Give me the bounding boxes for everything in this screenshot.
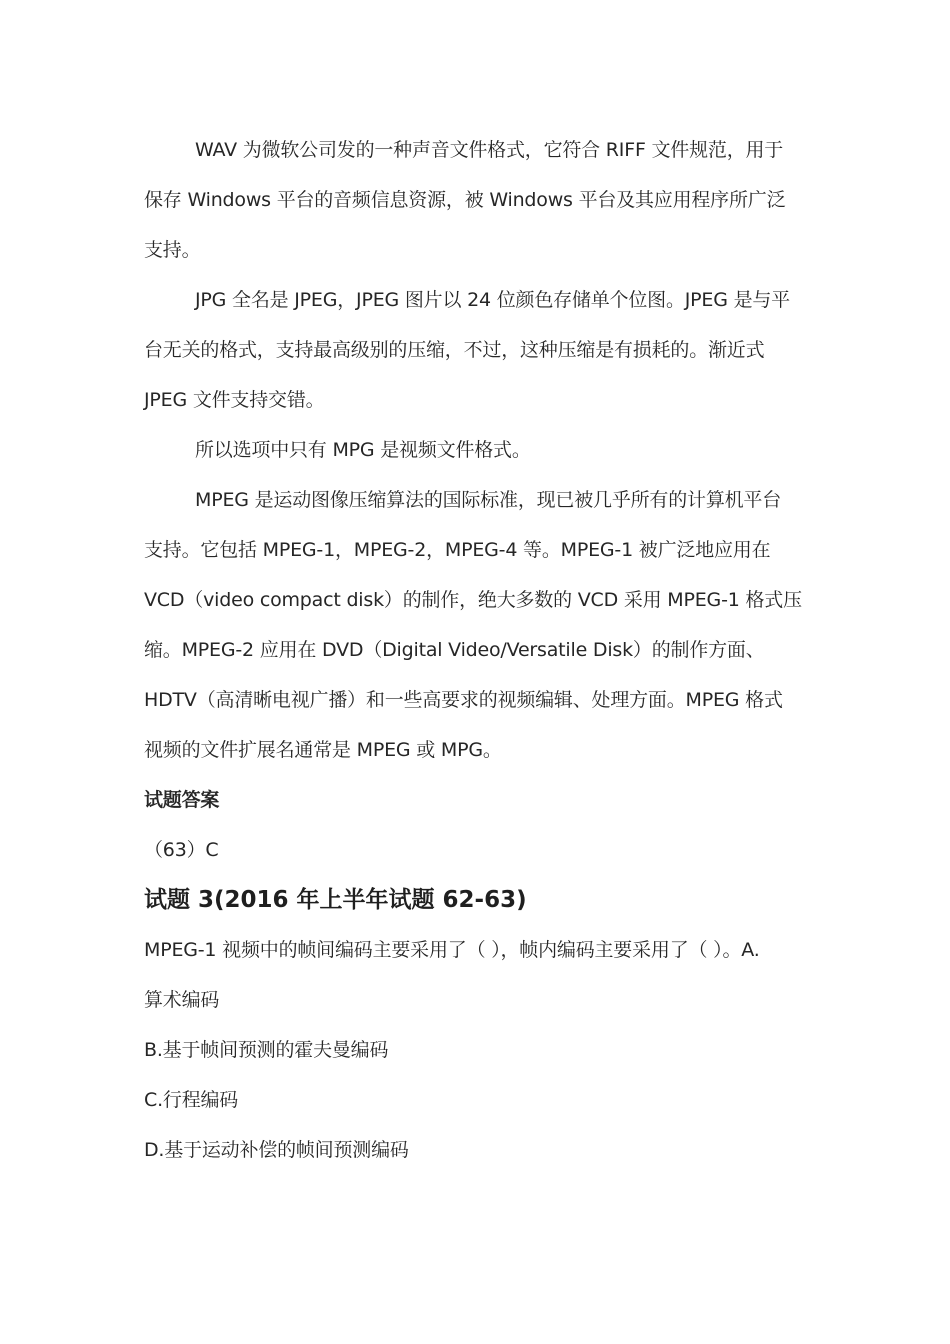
text-line: 台无关的格式，支持最高级别的压缩，不过，这种压缩是有损耗的。渐近式 [144, 339, 765, 361]
text-line: 视频的文件扩展名通常是 MPEG 或 MPG。 [144, 739, 502, 761]
question-line: MPEG-1 视频中的帧间编码主要采用了（ ），帧内编码主要采用了（ ）。A. [144, 939, 760, 961]
question-line: 算术编码 [144, 989, 220, 1011]
text-line: MPEG 是运动图像压缩算法的国际标准，现已被几乎所有的计算机平台 [195, 489, 782, 511]
paragraph-jpg [144, 275, 804, 425]
text-line: JPG 全名是 JPEG，JPEG 图片以 24 位颜色存储单个位图。JPEG 是与平 [195, 289, 790, 311]
text-line: 保存 Windows 平台的音频信息资源，被 Windows 平台及其应用程序所广泛 [144, 189, 786, 211]
document-content [144, 125, 804, 1175]
option-c: C.行程编码 [144, 1089, 239, 1111]
paragraph-conclusion [144, 425, 804, 475]
question-heading: 试题 3(2016 年上半年试题 62-63) [144, 887, 527, 913]
text-line: JPEG 文件支持交错。 [144, 389, 325, 411]
text-line: 支持。 [144, 239, 201, 261]
text-line: 缩。MPEG-2 应用在 DVD（Digital Video/Versatile Disk）的制作方面、 [144, 639, 765, 661]
text-line: 支持。它包括 MPEG-1，MPEG-2，MPEG-4 等。MPEG-1 被广泛地应用在 [144, 539, 771, 561]
paragraph-wav [144, 125, 804, 275]
question-body [144, 925, 804, 1025]
answer-options [144, 1025, 804, 1175]
option-d: D.基于运动补偿的帧间预测编码 [144, 1139, 409, 1161]
answer-label: 试题答案 [144, 789, 220, 811]
text-line: VCD（video compact disk）的制作，绝大多数的 VCD 采用 MPEG-1 格式压 [144, 589, 802, 611]
text-line: WAV 为微软公司发的一种声音文件格式，它符合 RIFF 文件规范，用于 [195, 139, 784, 161]
paragraph-mpeg [144, 475, 804, 775]
option-b: B.基于帧间预测的霍夫曼编码 [144, 1039, 389, 1061]
answer-value: （63）C [144, 839, 219, 861]
text-line: 所以选项中只有 MPG 是视频文件格式。 [195, 439, 531, 461]
text-line: HDTV（高清晰电视广播）和一些高要求的视频编辑、处理方面。MPEG 格式 [144, 689, 783, 711]
